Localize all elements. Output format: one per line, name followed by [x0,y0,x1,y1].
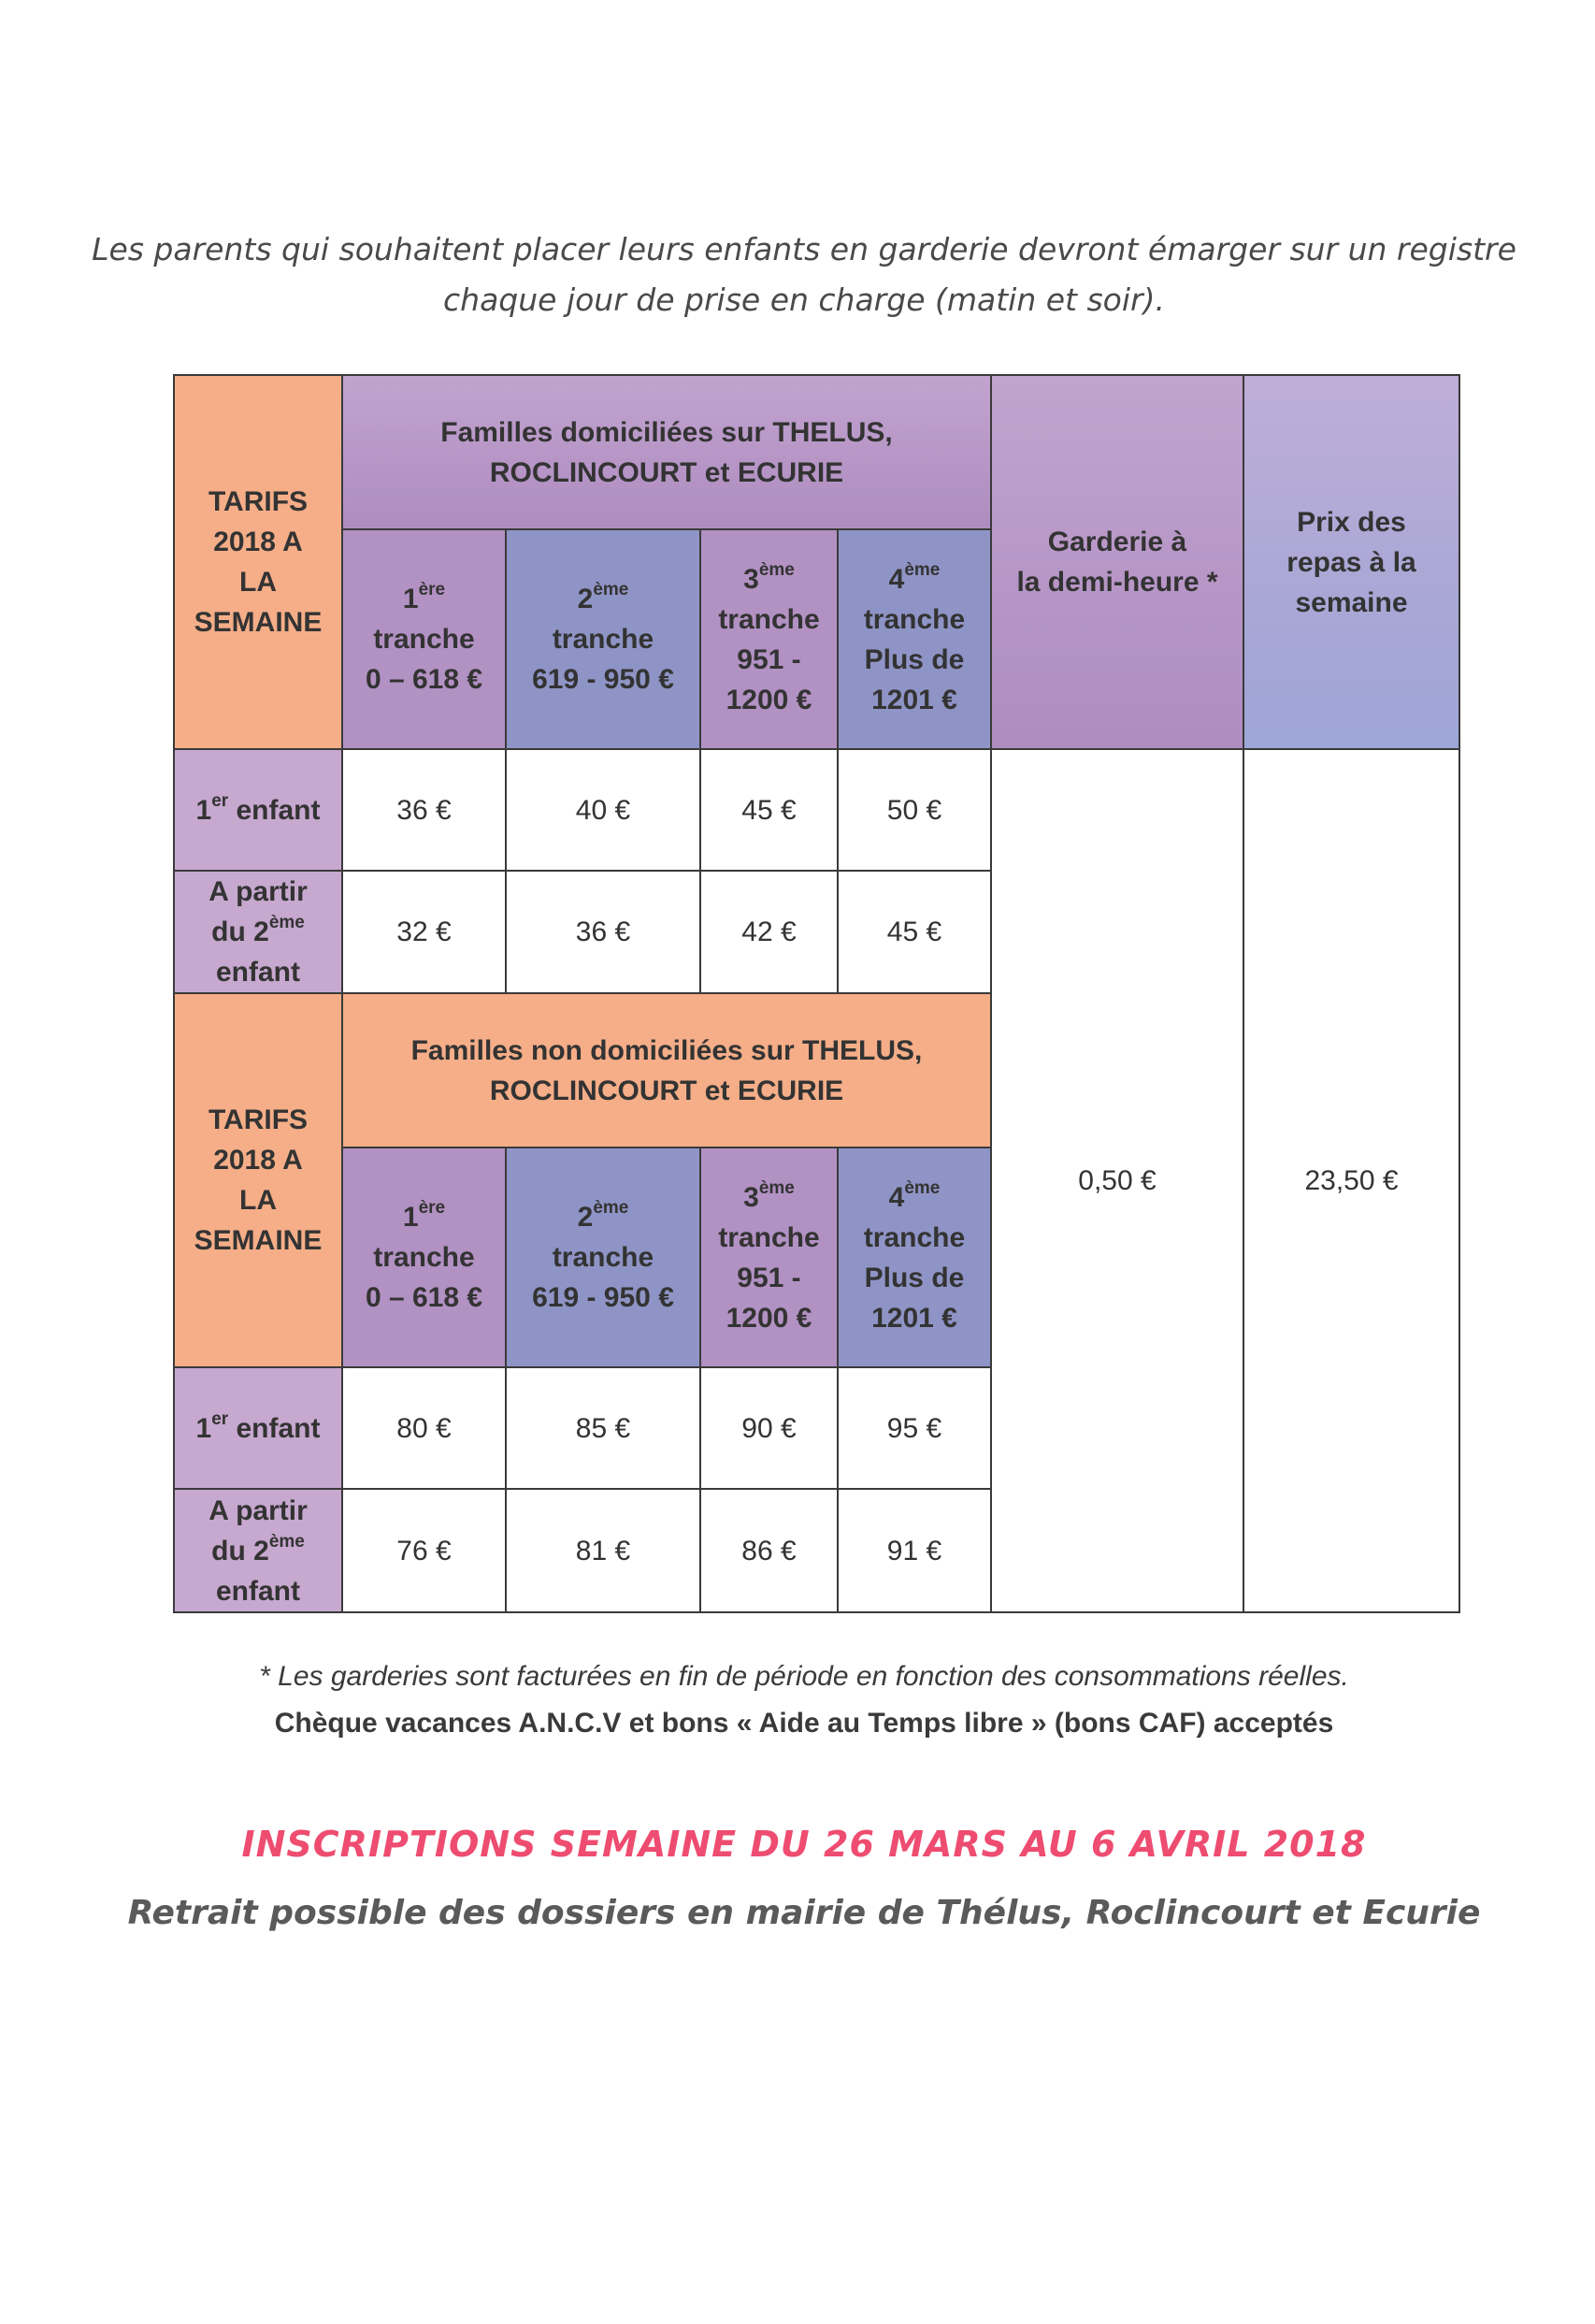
section1-first-tranche-1: 36 € [342,749,506,871]
section2-tranche-1: 1ère tranche 0 – 618 € [342,1148,506,1367]
section1-tranche-1: 1ère tranche 0 – 618 € [342,529,506,749]
section1-second-tranche-3: 42 € [700,871,838,993]
repas-price: 23,50 € [1243,749,1459,1612]
section2-tranche-4: 4ème tranche Plus de 1201 € [838,1148,991,1367]
section1-tranche-2: 2ème tranche 619 - 950 € [506,529,700,749]
section1-second-tranche-4: 45 € [838,871,991,993]
garderie-price: 0,50 € [991,749,1243,1612]
section2-second-tranche-4: 91 € [838,1489,991,1612]
section2-tranche-3: 3ème tranche 951 - 1200 € [700,1148,838,1367]
section2-second-tranche-1: 76 € [342,1489,506,1612]
section2-header: Familles non domiciliées sur THELUS, ROCLINCOURT et ECURIE [342,993,991,1148]
section1-row-second-child: A partir du 2ème enfant [174,871,342,993]
intro-line-1: Les parents qui souhaitent placer leurs enfants en garderie devront émarger sur un registre [92,231,1516,267]
intro-text [56,224,1552,325]
section2-row-second-child: A partir du 2ème enfant [174,1489,342,1612]
section2-first-tranche-1: 80 € [342,1367,506,1489]
inscriptions-title: INSCRIPTIONS SEMAINE DU 26 MARS AU 6 AVRIL 2018 [241,1824,1367,1865]
retrait-text: Retrait possible des dossiers en mairie de Thélus, Roclincourt et Ecurie [127,1894,1481,1932]
section2-first-tranche-3: 90 € [700,1367,838,1489]
garderie-header: Garderie à la demi-heure * [991,375,1243,749]
section1-first-tranche-2: 40 € [506,749,700,871]
section2-tranche-2: 2ème tranche 619 - 950 € [506,1148,700,1367]
section1-first-tranche-3: 45 € [700,749,838,871]
tarifs-label-2: TARIFS 2018 A LA SEMAINE [174,993,342,1367]
footnote-billing: * Les garderies sont facturées en fin de période en fonction des consommations réelles. [259,1661,1349,1692]
section1-first-tranche-4: 50 € [838,749,991,871]
section1-tranche-3: 3ème tranche 951 - 1200 € [700,529,838,749]
section1-tranche-4: 4ème tranche Plus de 1201 € [838,529,991,749]
footnote [56,1653,1552,1747]
tarifs-label-1: TARIFS 2018 A LA SEMAINE [174,375,342,749]
intro-line-2: chaque jour de prise en charge (matin et soir). [443,281,1165,318]
section2-row-first-child: 1er enfant [174,1367,342,1489]
repas-header: Prix des repas à la semaine [1243,375,1459,749]
footnote-payment: Chèque vacances A.N.C.V et bons « Aide au Temps libre » (bons CAF) acceptés [274,1708,1334,1739]
section2-second-tranche-2: 81 € [506,1489,700,1612]
section1-second-tranche-2: 36 € [506,871,700,993]
section2-second-tranche-3: 86 € [700,1489,838,1612]
section1-header: Familles domiciliées sur THELUS, ROCLINCOURT et ECURIE [342,375,991,529]
section1-second-tranche-1: 32 € [342,871,506,993]
section2-first-tranche-4: 95 € [838,1367,991,1489]
section2-first-tranche-2: 85 € [506,1367,700,1489]
section1-row-first-child: 1er enfant [174,749,342,871]
tarifs-table [173,374,1460,1613]
